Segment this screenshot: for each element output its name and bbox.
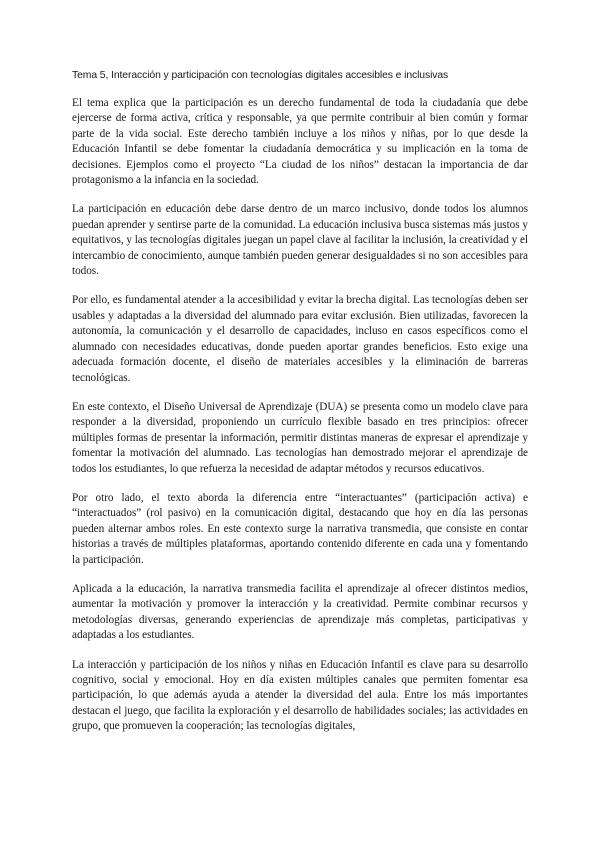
paragraph-1: El tema explica que la participación es un derecho fundamental de toda la ciudadanía que debe ejercerse de forma activa, crítica y responsable, ya que permite contribuir al bien común y formar parte de la vida social. Este derecho también incluye a los niños y niñas, por lo que desde la Educación Infantil se debe fomentar la ciudadanía democrática y su implicación en la toma de decisiones. Ejemplos como el proyecto “La ciudad de los niños” destacan la importancia de dar protagonismo a la infancia en la sociedad. <box>72 97 528 187</box>
document-page <box>72 68 528 749</box>
paragraph-5: Por otro lado, el texto aborda la diferencia entre “interactuantes” (participación activa) e “interactuados” (rol pasivo) en la comunicación digital, destacando que hoy en día las personas pueden alternar ambos roles. En este contexto surge la narrativa transmedia, que consiste en contar historias a través de múltiples plataformas, aportando contenido diferente en cada una y fomentando la participación. <box>72 491 528 566</box>
paragraph-6: Aplicada a la educación, la narrativa transmedia facilita el aprendizaje al ofrecer distintos medios, aumentar la motivación y promover la interacción y la creatividad. Permite combinar recursos y metodologías diversas, generando experiencias de aprendizaje más completas, participativas y adaptadas a los estudiantes. <box>72 582 528 642</box>
document-title: Tema 5, Interacción y participación con tecnologías digitales accesibles e inclusivas <box>72 70 449 81</box>
paragraph-2: La participación en educación debe darse dentro de un marco inclusivo, donde todos los alumnos puedan aprender y sentirse parte de la comunidad. La educación inclusiva busca sistemas más justos y equitativos, y las tecnologías digitales juegan un papel clave al facilitar la inclusión, la creatividad y el intercambio de conocimiento, aunque también pueden generar desigualdades si no son accesibles para todos. <box>72 203 528 278</box>
paragraph-3: Por ello, es fundamental atender a la accesibilidad y evitar la brecha digital. Las tecnologías deben ser usables y adaptadas a la diversidad del alumnado para evitar exclusión. Bien utilizadas, favorecen la autonomía, la comunicación y el desarrollo de capacidades, incluso en casos específicos como el alumnado con necesidades educativas, donde pueden aportar grandes beneficios. Esto exige una adecuada formación docente, el diseño de materiales accesibles y la eliminación de barreras tecnológicas. <box>72 294 528 384</box>
paragraph-7: La interacción y participación de los niños y niñas en Educación Infantil es clave para su desarrollo cognitivo, social y emocional. Hoy en día existen múltiples canales que permiten fomentar esa participación, lo que además ayuda a atender la diversidad del aula. Entre los más importantes destacan el juego, que facilita la exploración y el desarrollo de habilidades sociales; las actividades en grupo, que promueven la cooperación; las tecnologías digitales, <box>72 658 528 733</box>
paragraph-4: En este contexto, el Diseño Universal de Aprendizaje (DUA) se presenta como un modelo clave para responder a la diversidad, proponiendo un currículo flexible basado en tres principios: ofrecer múltiples formas de presentar la información, permitir distintas maneras de expresar el aprendizaje y fomentar la motivación del alumnado. Las tecnologías han demostrado mejorar el aprendizaje de todos los estudiantes, lo que refuerza la necesidad de adaptar métodos y recursos educativos. <box>72 400 528 475</box>
